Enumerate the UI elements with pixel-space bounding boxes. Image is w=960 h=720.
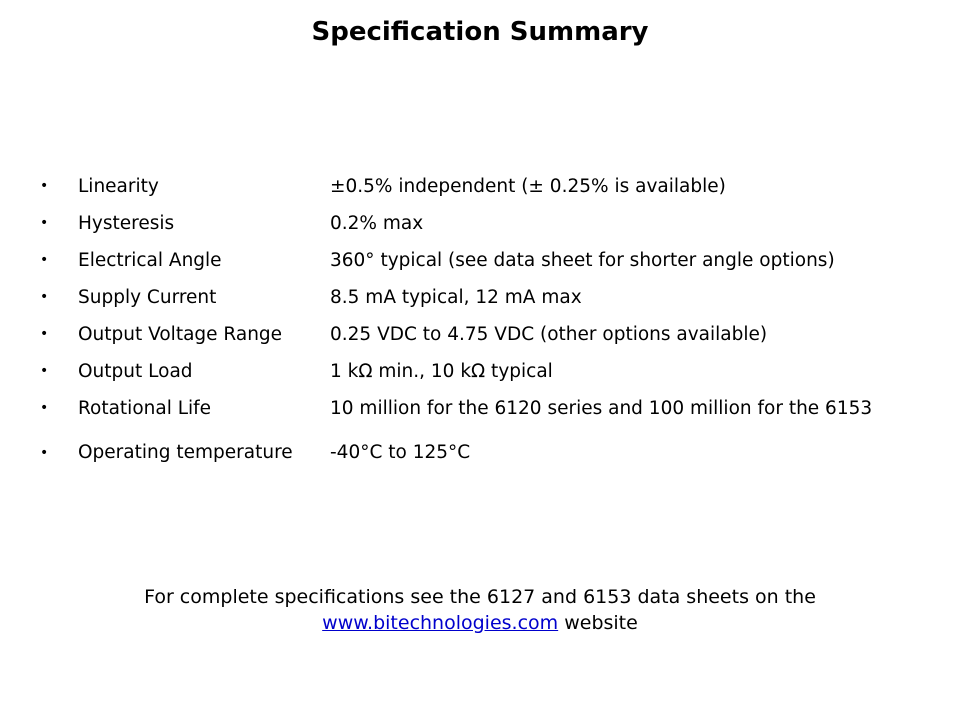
spec-row-electrical-angle: [0, 242, 960, 279]
spec-row-linearity: [0, 168, 960, 205]
spec-row-output-voltage-range: [0, 316, 960, 353]
spec-value: 10 million for the 6120 series and 100 million for the 6153: [330, 398, 873, 419]
spec-list: [0, 168, 960, 467]
spec-row-rotational-life: [0, 390, 960, 427]
spec-label: Linearity: [78, 176, 159, 197]
spec-value: 0.25 VDC to 4.75 VDC (other options available): [330, 324, 768, 345]
spec-value: ±0.5% independent (± 0.25% is available): [330, 176, 726, 197]
bullet-icon: •: [40, 326, 49, 342]
footer-note: [0, 584, 960, 636]
page-title: Specification Summary: [311, 17, 649, 47]
bullet-icon: •: [40, 289, 49, 305]
bullet-icon: •: [40, 363, 49, 379]
spec-value: -40°C to 125°C: [330, 442, 471, 463]
bullet-icon: •: [40, 215, 49, 231]
spec-value: 8.5 mA typical, 12 mA max: [330, 287, 582, 308]
spec-label: Rotational Life: [78, 398, 212, 419]
spec-label: Hysteresis: [78, 213, 175, 234]
spec-label: Operating temperature: [78, 442, 293, 463]
bullet-icon: •: [40, 252, 49, 268]
spec-label: Electrical Angle: [78, 250, 222, 271]
spec-value: 1 kΩ min., 10 kΩ typical: [330, 361, 553, 382]
spec-label: Output Voltage Range: [78, 324, 283, 345]
footer-line-2: [0, 610, 960, 636]
spec-row-operating-temperature: [0, 427, 960, 467]
spec-value: 0.2% max: [330, 213, 424, 234]
bullet-icon: •: [40, 400, 49, 416]
footer-after-link: website: [564, 612, 638, 634]
footer-line-1: For complete specifications see the 6127 and 6153 data sheets on the: [144, 586, 816, 608]
website-link[interactable]: www.bitechnologies.com: [322, 612, 559, 634]
spec-row-hysteresis: [0, 205, 960, 242]
spec-value: 360° typical (see data sheet for shorter angle options): [330, 250, 835, 271]
spec-row-output-load: [0, 353, 960, 390]
bullet-icon: •: [40, 178, 49, 194]
spec-label: Output Load: [78, 361, 193, 382]
bullet-icon: •: [40, 445, 49, 461]
spec-label: Supply Current: [78, 287, 217, 308]
spec-row-supply-current: [0, 279, 960, 316]
